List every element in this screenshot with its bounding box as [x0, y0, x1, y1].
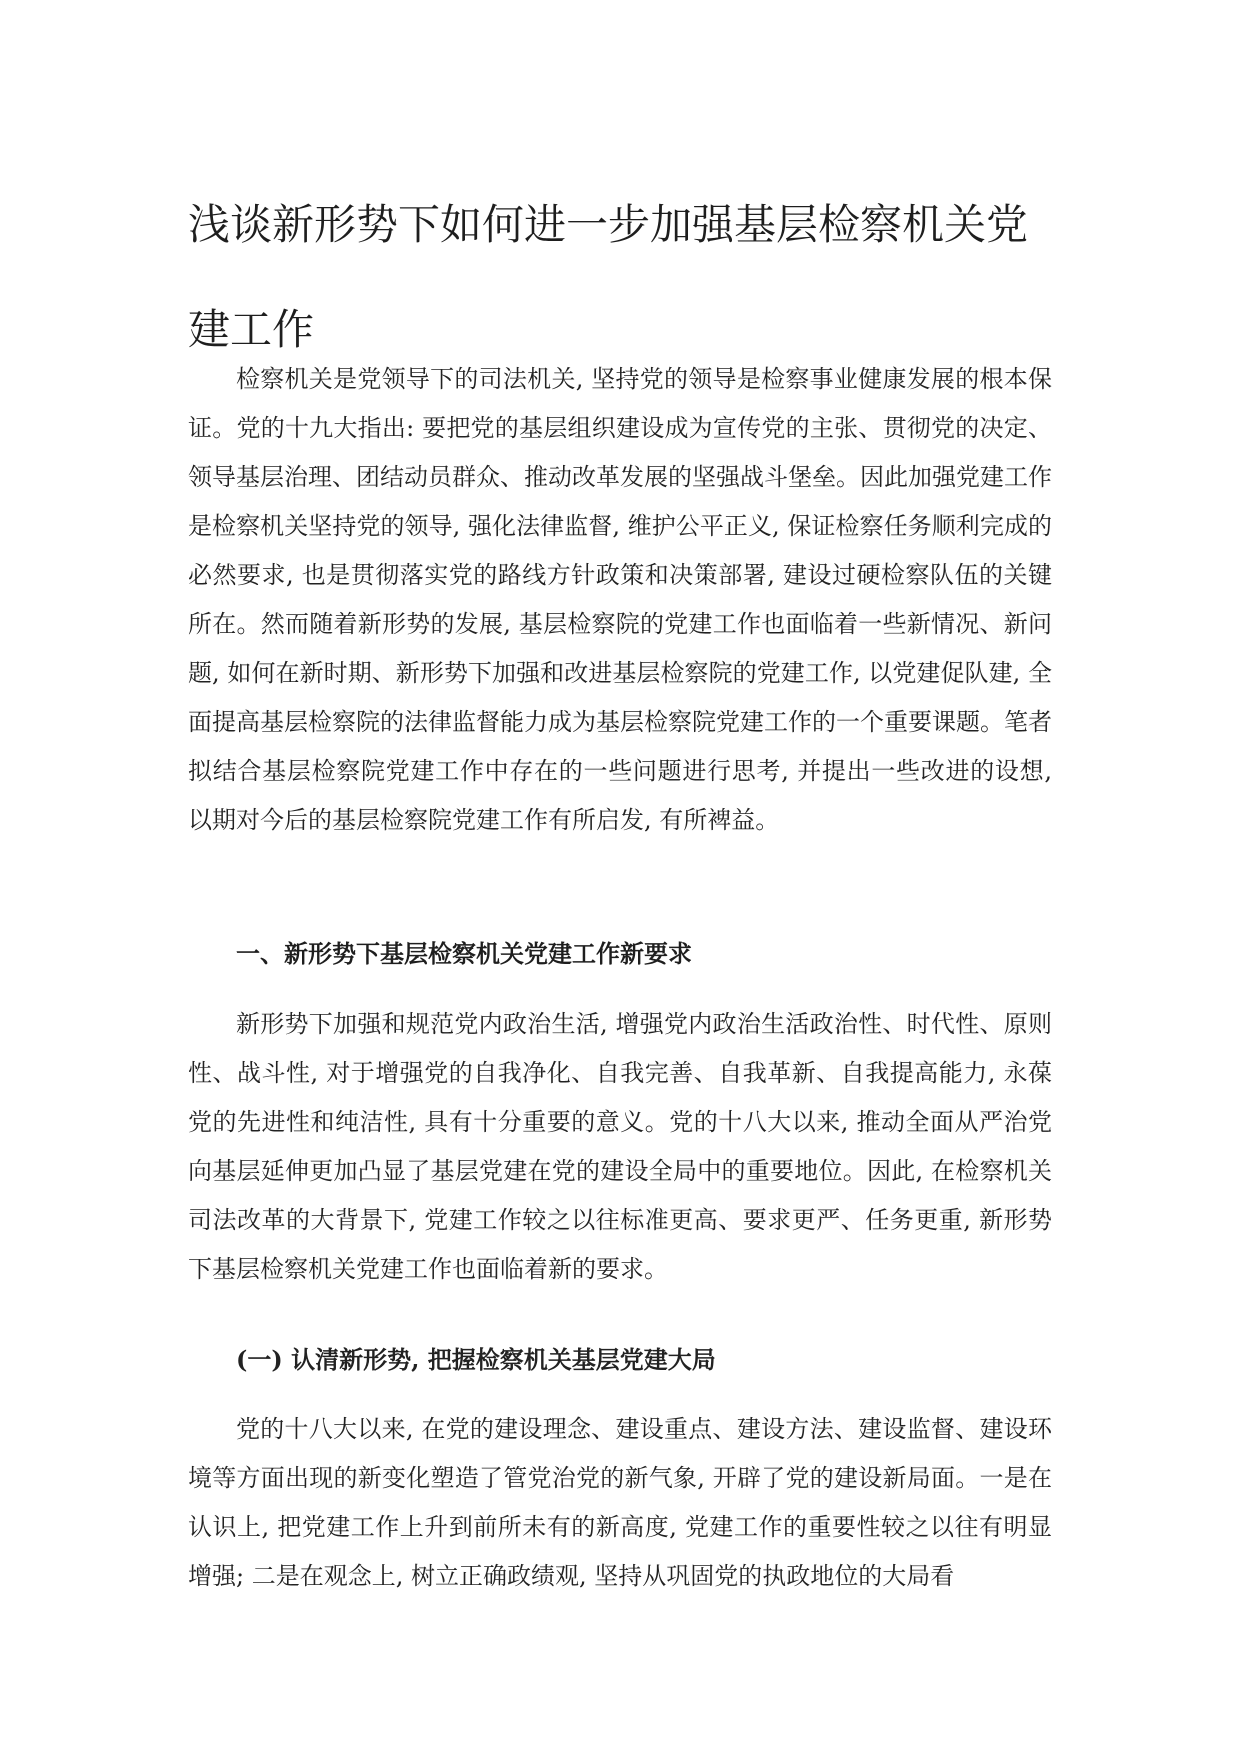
- intro-paragraph: 检察机关是党领导下的司法机关, 坚持党的领导是检察事业健康发展的根本保证。党的十九大指出: 要把党的基层组织建设成为宣传党的主张、贯彻党的决定、领导基层治理、团结动员群众、推动改革发展的坚强战斗堡垒。因此加强党建工作是检察机关坚持党的领导, 强化法律监督, 维护公平正义, 保证检察任务顺利完成的必然要求, 也是贯彻落实党的路线方针政策和决策部署, 建设过硬检察队伍的关键所在。然而随着新形势的发展, 基层检察院的党建工作也面临着一些新情况、新问题, 如何在新时期、新形势下加强和改进基层检察院的党建工作, 以党建促队建, 全面提高基层检察院的法律监督能力成为基层检察院党建工作的一个重要课题。笔者拟结合基层检察院党建工作中存在的一些问题进行思考, 并提出一些改进的设想, 以期对今后的基层检察院党建工作有所启发, 有所裨益。: [188, 365, 1052, 834]
- subsection-1-paragraph: 党的十八大以来, 在党的建设理念、建设重点、建设方法、建设监督、建设环境等方面出现的新变化塑造了管党治党的新气象, 开辟了党的建设新局面。一是在认识上, 把党建工作上升到前所未有的新高度, 党建工作的重要性较之以往有明显增强; 二是在观念上, 树立正确政绩观, 坚持从巩固党的执政地位的大局看: [188, 1415, 1052, 1590]
- document-title: 浅谈新形势下如何进一步加强基层检察机关党建工作: [188, 200, 1029, 354]
- section-heading-1: 一、新形势下基层检察机关党建工作新要求: [236, 940, 692, 968]
- subsection-heading-1: (一) 认清新形势, 把握检察机关基层党建大局: [236, 1345, 716, 1374]
- section-1-paragraph: 新形势下加强和规范党内政治生活, 增强党内政治生活政治性、时代性、原则性、战斗性, 对于增强党的自我净化、自我完善、自我革新、自我提高能力, 永葆党的先进性和纯洁性, 具有十分重要的意义。党的十八大以来, 推动全面从严治党向基层延伸更加凸显了基层党建在党的建设全局中的重要地位。因此, 在检察机关司法改革的大背景下, 党建工作较之以往标准更高、要求更严、任务更重, 新形势下基层检察机关党建工作也面临着新的要求。: [188, 1010, 1052, 1283]
